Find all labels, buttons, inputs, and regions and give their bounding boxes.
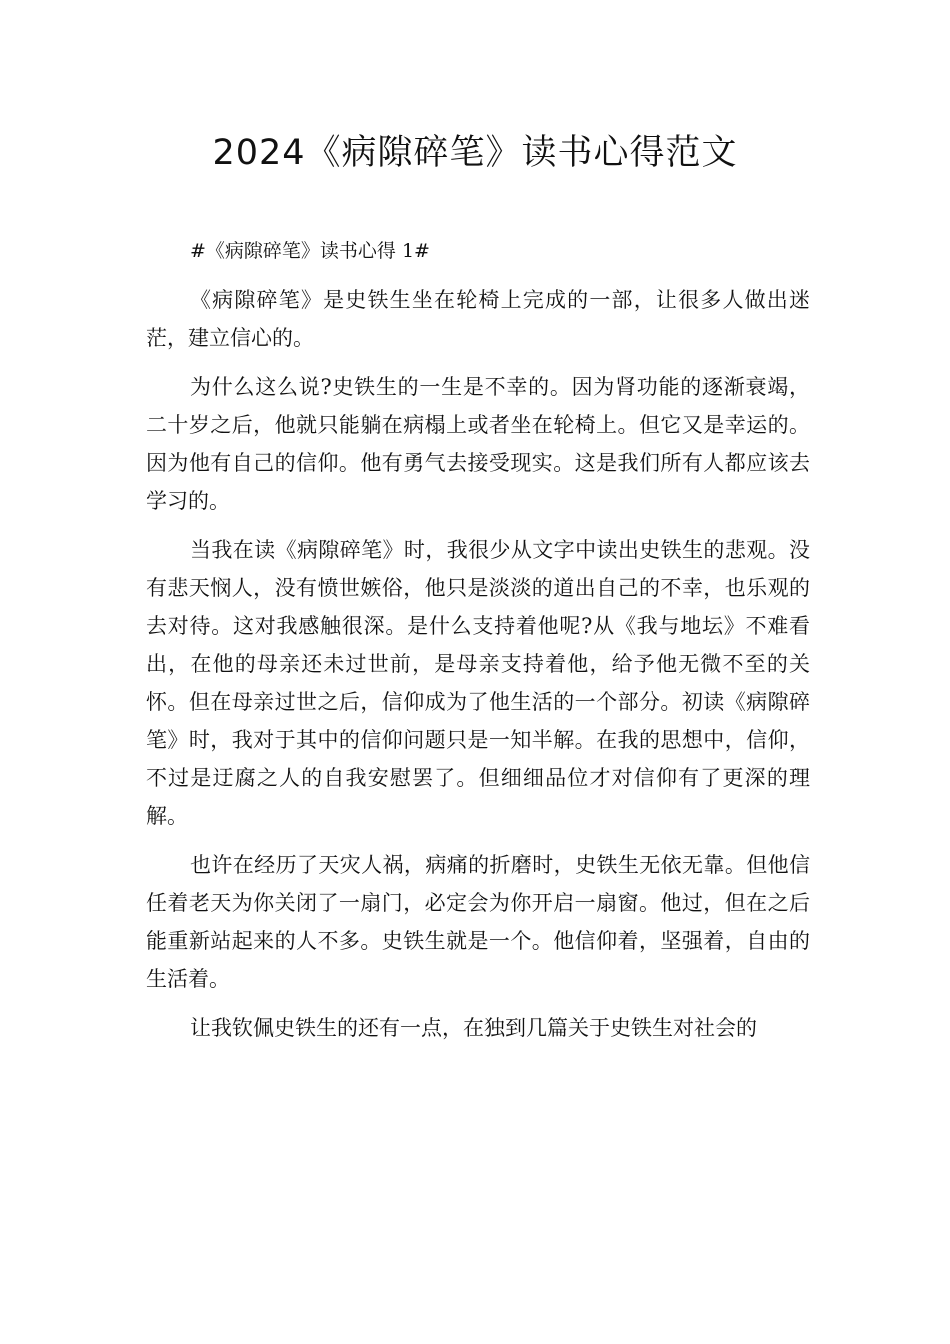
- paragraph: 让我钦佩史铁生的还有一点，在独到几篇关于史铁生对社会的: [190, 1016, 757, 1040]
- section-heading: #《病隙碎笔》读书心得 1#: [190, 240, 430, 262]
- paragraph: 当我在读《病隙碎笔》时，我很少从文字中读出史铁生的悲观。没有悲天悯人，没有愤世嫉俗，他只是淡淡的道出自己的不幸，也乐观的去对待。这对我感触很深。是什么支持着他呢?从《我与地坛》不难看出，在他的母亲还未过世前，是母亲支持着他，给予他无微不至的关怀。但在母亲过世之后，信仰成为了他生活的一个部分。初读《病隙碎笔》时，我对于其中的信仰问题只是一知半解。在我的思想中，信仰，不过是迂腐之人的自我安慰罢了。但细细品位才对信仰有了更深的理解。: [146, 538, 810, 828]
- paragraph: 《病隙碎笔》是史铁生坐在轮椅上完成的一部，让很多人做出迷茫，建立信心的。: [146, 288, 810, 350]
- paragraph: 也许在经历了天灾人祸，病痛的折磨时，史铁生无依无靠。但他信任着老天为你关闭了一扇门，必定会为你开启一扇窗。他过，但在之后能重新站起来的人不多。史铁生就是一个。他信仰着，坚强着，自由的生活着。: [146, 853, 810, 991]
- document-title: 2024《病隙碎笔》读书心得范文: [212, 133, 738, 173]
- paragraph: 为什么这么说?史铁生的一生是不幸的。因为肾功能的逐渐衰竭，二十岁之后，他就只能躺在病榻上或者坐在轮椅上。但它又是幸运的。因为他有自己的信仰。他有勇气去接受现实。这是我们所有人都应该去学习的。: [146, 375, 810, 513]
- document-body: [146, 232, 810, 1058]
